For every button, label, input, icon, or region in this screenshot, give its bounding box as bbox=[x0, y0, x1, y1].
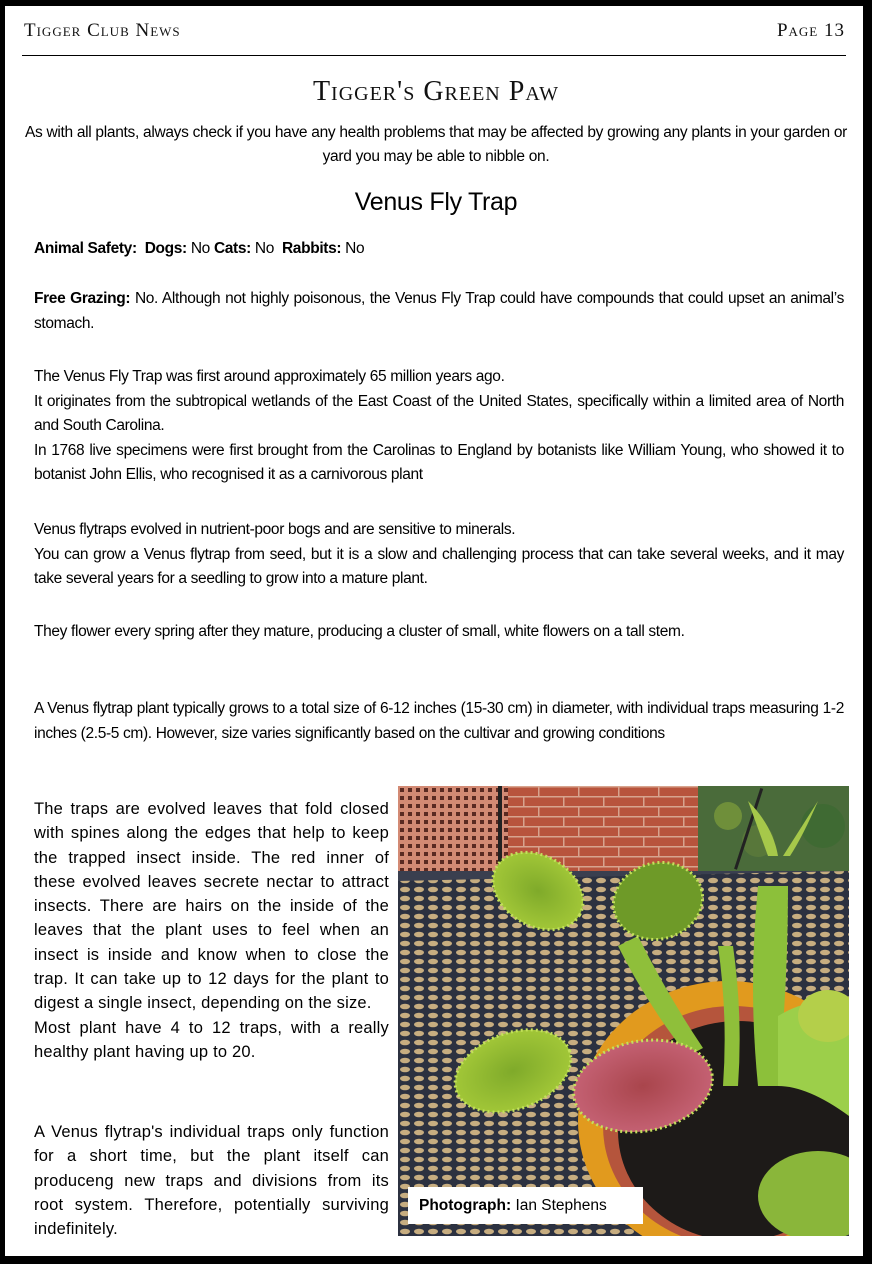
flowering-paragraph bbox=[34, 620, 844, 645]
lifespan-text: A Venus flytrap's individual traps only function for a short time, but the plant itself can produceng new traps and divisions from its root system. Therefore, potentially surviving indefinitely. bbox=[34, 1123, 389, 1239]
traps-paragraph: The traps are evolved leaves that fold closed with spines along the edges that help to keep the trapped insect inside. The red inner of these evolved leaves secrete nectar to attract insects. There are hairs on the inside of the leaves that the plant uses to feel when an insect is inside and know when to close the trap. It can take up to 12 days for the plant to digest a single insect, depending on the size. bbox=[34, 800, 389, 1013]
traps-section bbox=[34, 797, 389, 1064]
size-text: A Venus flytrap plant typically grows to a total size of 6-12 inches (15-30 cm) in diameter, with individual traps measuring 1-2 inches (2.5-5 cm). However, size varies significantly based on the cultivar and growing conditions bbox=[34, 700, 844, 742]
growing-section bbox=[34, 518, 844, 592]
growing-paragraph: Venus flytraps evolved in nutrient-poor bogs and are sensitive to minerals. bbox=[34, 521, 516, 538]
photo-caption bbox=[408, 1187, 643, 1224]
section-title: Tigger's Green Paw bbox=[312, 76, 560, 107]
traps-paragraph: Most plant have 4 to 12 traps, with a really healthy plant having up to 20. bbox=[34, 1018, 389, 1061]
animal-safety bbox=[34, 237, 844, 262]
free-grazing-label: Free Grazing: bbox=[34, 290, 131, 307]
lifespan-paragraph bbox=[34, 1120, 389, 1241]
page-border-bottom bbox=[5, 1256, 864, 1257]
dogs-label: Dogs: bbox=[144, 240, 187, 257]
growing-paragraph: You can grow a Venus flytrap from seed, but it is a slow and challenging process that can take several weeks, and it may take several years for a seedling to grow into a mature plant. bbox=[34, 545, 844, 587]
venus-flytrap-photo bbox=[398, 786, 849, 1236]
history-paragraph: It originates from the subtropical wetlands of the East Coast of the United States, specifically within a limited area of North and South Carolina. bbox=[34, 392, 844, 434]
size-paragraph bbox=[34, 697, 844, 746]
dogs-value: No bbox=[190, 240, 210, 257]
cats-label: Cats: bbox=[213, 240, 251, 257]
newsletter-name: Tigger Club News bbox=[24, 20, 181, 41]
caption-label: Photograph: bbox=[419, 1197, 512, 1214]
header-divider bbox=[22, 55, 846, 56]
history-paragraph: The Venus Fly Trap was first around approximately 65 million years ago. bbox=[34, 368, 505, 385]
free-grazing bbox=[34, 287, 844, 336]
plant-title: Venus Fly Trap bbox=[354, 188, 518, 216]
free-grazing-text: No. Although not highly poisonous, the Venus Fly Trap could have compounds that could upset an animal’s stomach. bbox=[34, 290, 844, 332]
history-paragraph: In 1768 live specimens were first brought from the Carolinas to England by botanists like William Young, who showed it to botanist John Ellis, who recognised it as a carnivorous plant bbox=[34, 441, 844, 483]
intro-text: As with all plants, always check if you have any health problems that may be affected by growing any plants in your garden or yard you may be able to nibble on. bbox=[24, 124, 848, 165]
rabbits-label: Rabbits: bbox=[281, 240, 342, 257]
cats-value: No bbox=[254, 240, 275, 257]
animal-safety-label: Animal Safety: bbox=[34, 240, 137, 257]
photographer-name: Ian Stephens bbox=[515, 1197, 607, 1214]
flowering-text: They flower every spring after they mature, producing a cluster of small, white flowers on a tall stem. bbox=[34, 623, 685, 640]
page-number: Page 13 bbox=[776, 20, 845, 41]
history-section bbox=[34, 365, 844, 488]
rabbits-value: No bbox=[345, 240, 365, 257]
